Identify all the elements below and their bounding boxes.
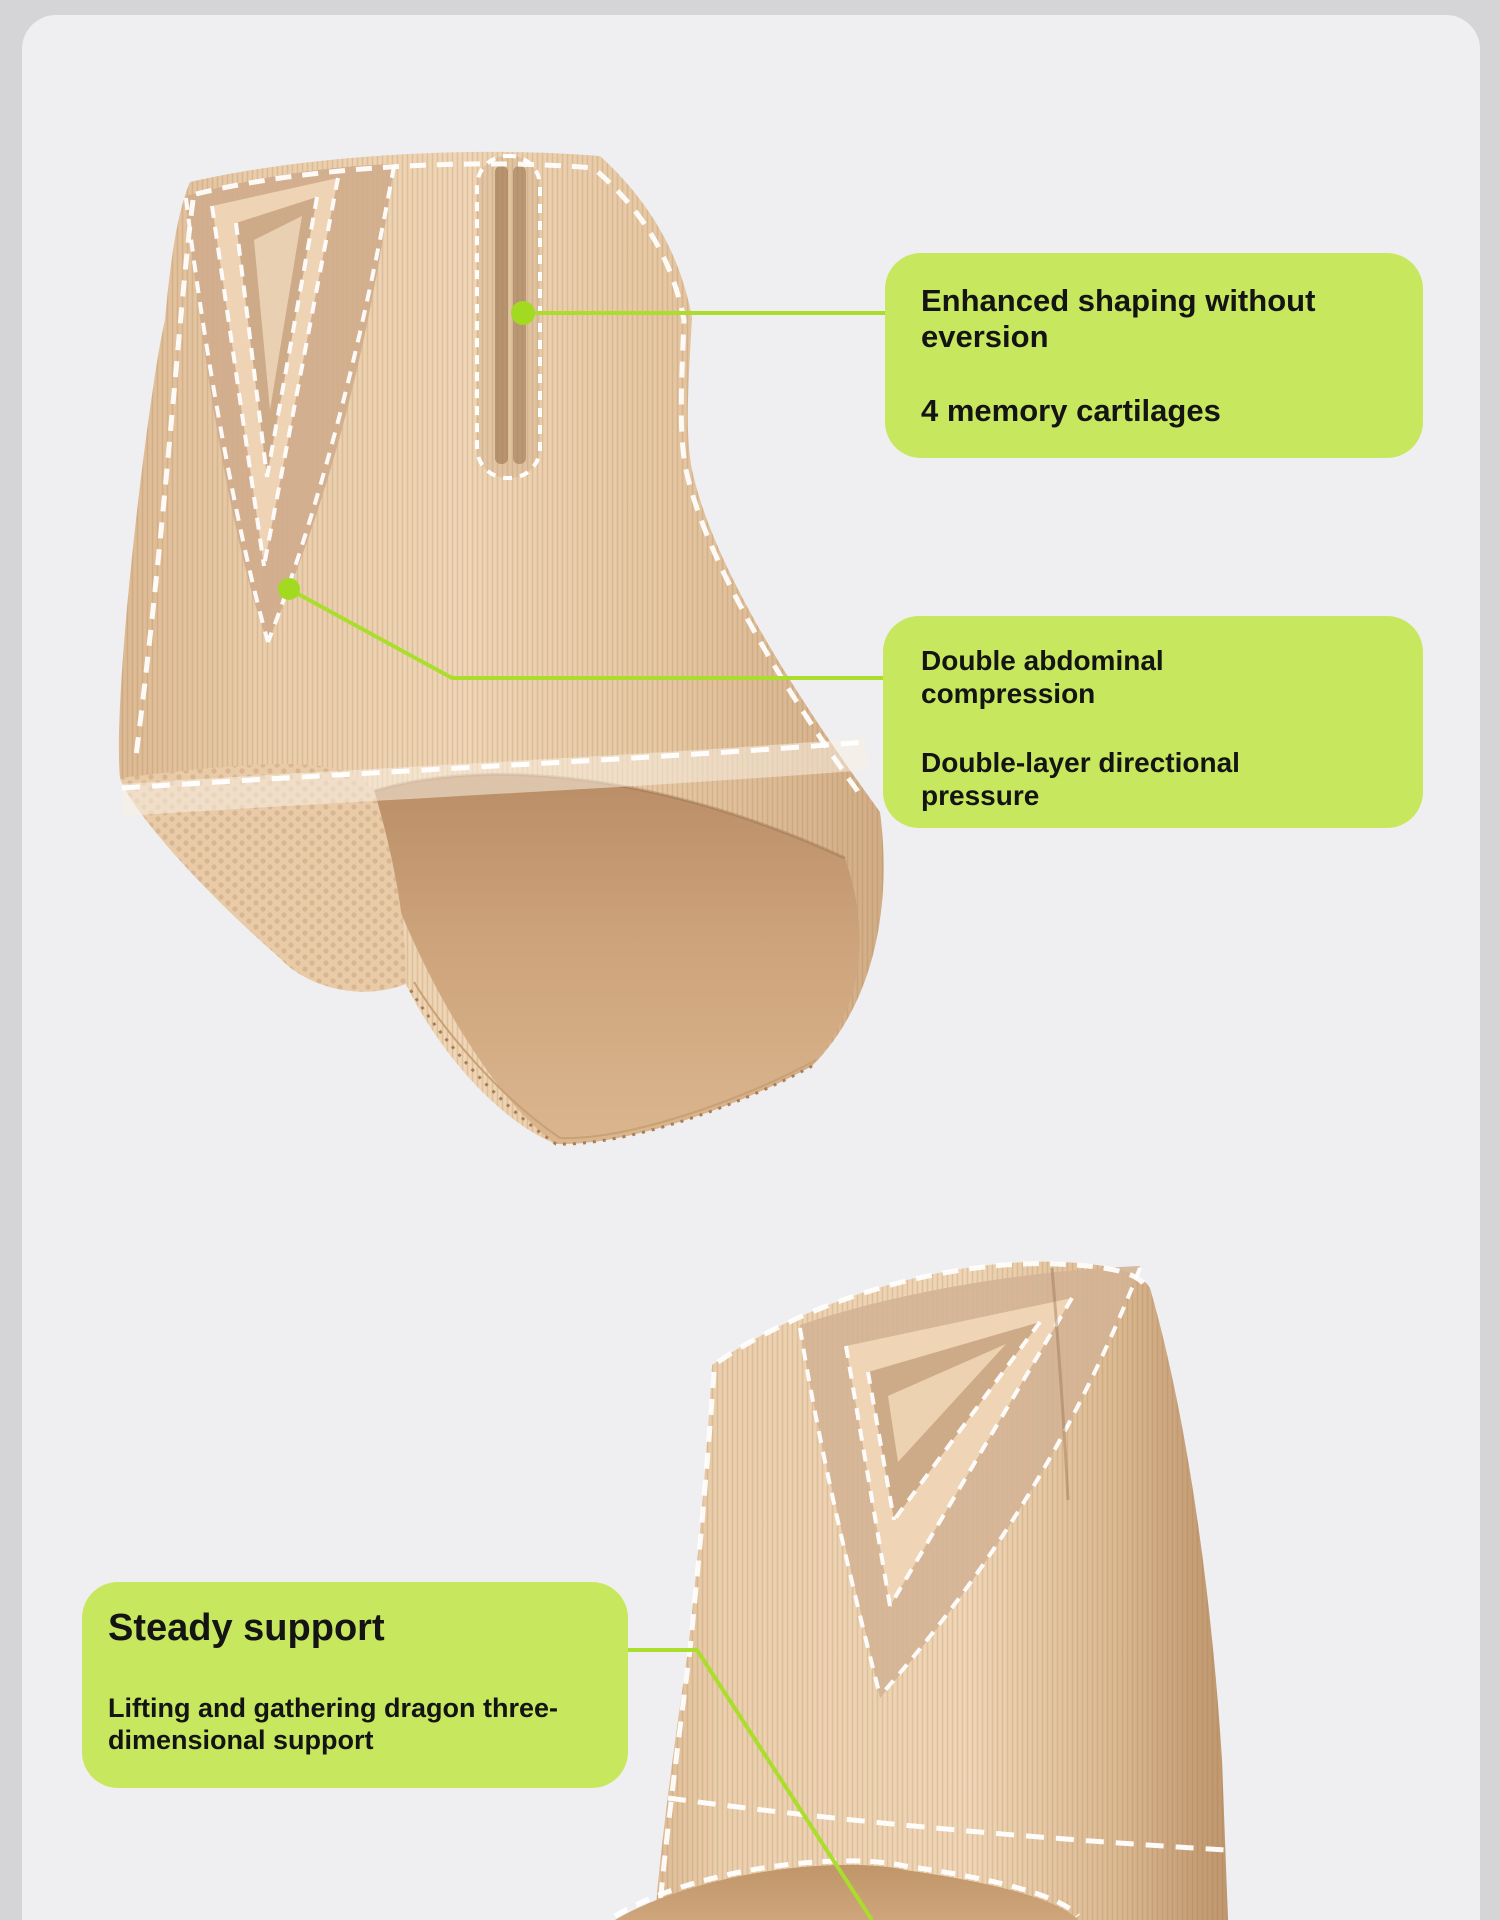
callout-double-compression (883, 616, 1423, 828)
callout-sub-line: Double-layer directional (921, 747, 1240, 778)
leader-dot-shaping (511, 301, 535, 325)
callout-sub-line: Lifting and gathering dragon three- (108, 1693, 558, 1723)
shapewear-back-view (615, 1262, 1228, 1920)
callout-title-line: Enhanced shaping without (921, 283, 1316, 318)
callout-sub-line: pressure (921, 780, 1040, 811)
callout-sub-line: 4 memory cartilages (921, 393, 1221, 428)
callout-title-line: eversion (921, 319, 1049, 354)
callout-title-line: compression (921, 678, 1096, 709)
callout-steady-support (82, 1582, 628, 1788)
shapewear-front-view (119, 152, 884, 1144)
callout-title: Steady support (108, 1607, 385, 1649)
callout-sub-line: dimensional support (108, 1725, 374, 1755)
cartilage-ridge-left (495, 166, 508, 464)
callout-title-line: Double abdominal (921, 645, 1164, 676)
leader-dot-compression (278, 578, 300, 600)
callout-enhanced-shaping (885, 253, 1423, 458)
